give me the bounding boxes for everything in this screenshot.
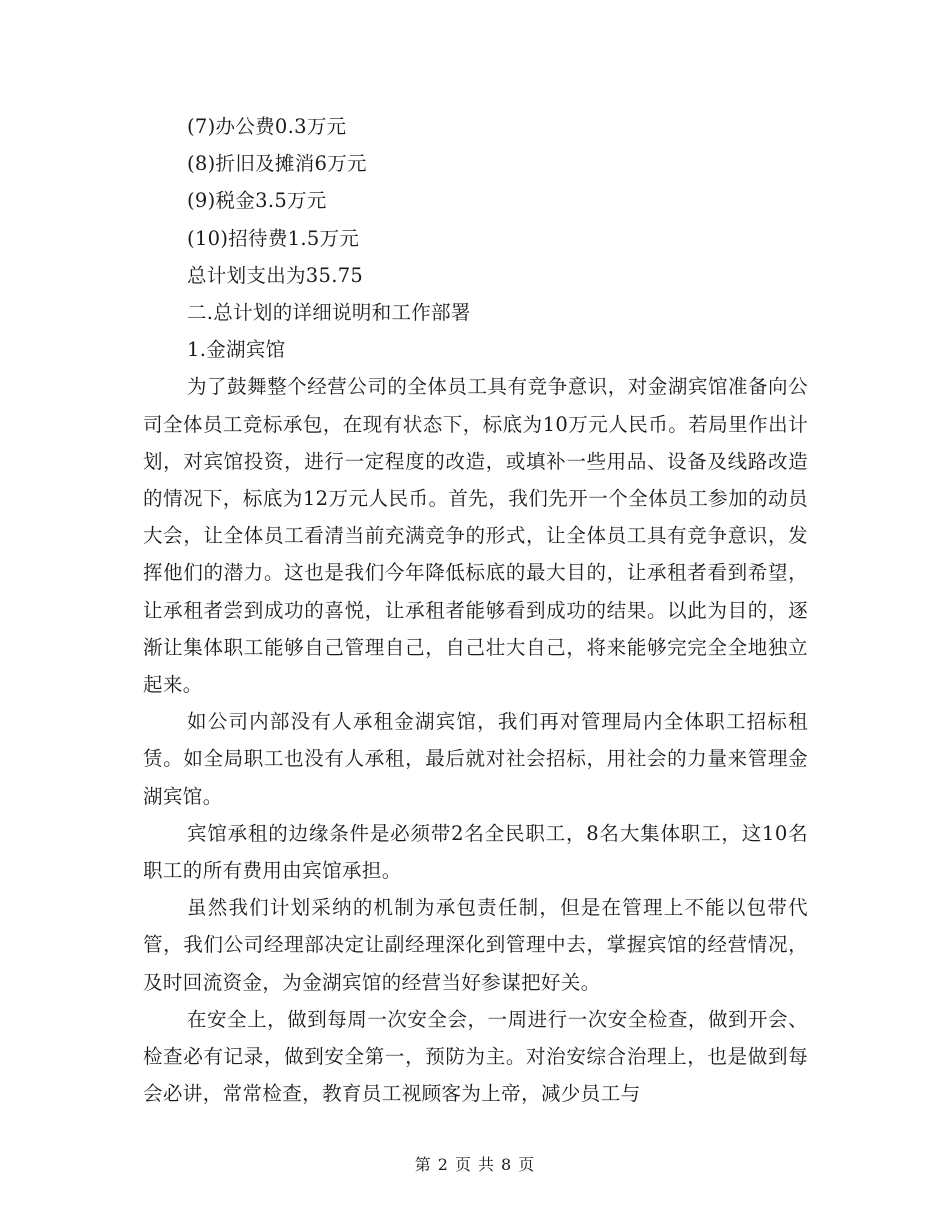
document-body: [143, 108, 808, 1112]
footer-suffix: 页: [518, 1155, 536, 1174]
paragraph-tender: 如公司内部没有人承租金湖宾馆，我们再对管理局内全体职工招标租赁。如全局职工也没有人承租，最后就对社会招标，用社会的力量来管理金湖宾馆。: [143, 710, 808, 808]
expense-item-9: (9)税金3.5万元: [187, 189, 327, 213]
footer-mid: 页 共: [454, 1155, 496, 1174]
footer-page-number: 2: [437, 1155, 449, 1174]
subsection-heading: 1.金湖宾馆: [187, 338, 286, 362]
expense-item-7: (7)办公费0.3万元: [187, 115, 347, 138]
paragraph-safety: 在安全上，做到每周一次安全会，一周进行一次安全检查，做到开会、检查必有记录，做到安全第一，预防为主。对治安综合治理上，也是做到每会必讲，常常检查，教育员工视顾客为上帝，减少员工与: [143, 1007, 808, 1106]
paragraph-management: 虽然我们计划采纳的机制为承包责任制，但是在管理上不能以包带代管，我们公司经理部决定让副经理深化到管理中去，掌握宾馆的经营情况，及时回流资金，为金湖宾馆的经营当好参谋把好关。: [143, 896, 808, 994]
expense-item-8: (8)折旧及摊消6万元: [187, 152, 367, 176]
section-heading: 二.总计划的详细说明和工作部署: [187, 300, 471, 324]
footer-prefix: 第: [414, 1155, 432, 1174]
paragraph-bidding: 为了鼓舞整个经营公司的全体员工具有竞争意识，对金湖宾馆准备向公司全体员工竞标承包，在现有状态下，标底为10万元人民币。若局里作出计划，对宾馆投资，进行一定程度的改造，或填补一些用品、设备及线路改造的情况下，标底为12万元人民币。首先，我们先开一个全体员工参加的动员大会，让全体员工看清当前充满竞争的形式，让全体员工具有竞争意识，发挥他们的潜力。这也是我们今年降低标底的最大目的，让承租者看到希望，让承租者尝到成功的喜悦，让承租者能够看到成功的结果。以此为目的，逐渐让集体职工能够自己管理自己，自己壮大自己，将来能够完完全全地独立起来。: [143, 375, 808, 696]
paragraph-conditions: 宾馆承租的边缘条件是必须带2名全民职工，8名大集体职工，这10名职工的所有费用由宾馆承担。: [143, 821, 808, 882]
page-footer: [0, 1152, 950, 1175]
footer-total-pages: 8: [501, 1155, 513, 1174]
expense-item-10: (10)招待费1.5万元: [187, 226, 360, 250]
total-expense: 总计划支出为35.75: [187, 263, 364, 287]
